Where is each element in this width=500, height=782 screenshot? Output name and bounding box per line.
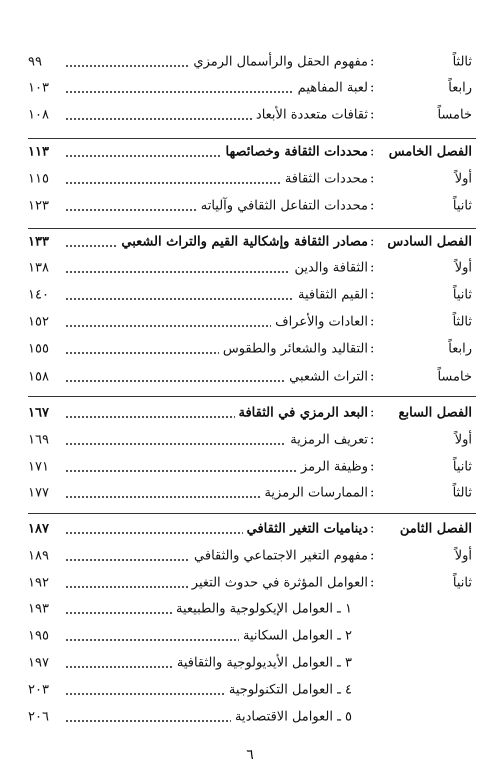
colon-separator: : <box>370 369 375 385</box>
colon-separator: : <box>370 548 375 564</box>
colon-separator: : <box>370 485 375 501</box>
entry-title: ٢ ـ العوامل السكانية <box>239 629 352 644</box>
chapter-label: الفصل الخامس <box>388 144 472 160</box>
entry-title: ٤ ـ العوامل التكنولوجية <box>225 683 352 698</box>
toc-entry-row <box>0 623 500 649</box>
entry-title: تعريف الرمزية <box>286 433 368 448</box>
entry-label: رابعاً <box>448 80 472 96</box>
colon-separator: : <box>370 260 375 276</box>
entry-title: التقاليد والشعائر والطقوس <box>219 342 368 357</box>
chapter-title: مصادر الثقافة وإشكالية القيم والتراث الشعبي <box>117 235 368 250</box>
entry-title: ١ ـ العوامل الإيكولوجية والطبيعية <box>172 602 352 617</box>
colon-separator: : <box>370 521 375 537</box>
entry-title: الممارسات الرمزية <box>260 486 368 501</box>
toc-entry-row <box>0 255 500 281</box>
entry-page-number: ١٩٥ <box>28 629 53 644</box>
toc-entry-row <box>0 193 500 219</box>
toc-entry-row <box>0 282 500 308</box>
entry-title: مفهوم التغير الاجتماعي والثقافي <box>190 549 368 564</box>
chapter-label: الفصل السابع <box>398 405 472 421</box>
entry-label: رابعاً <box>448 341 472 357</box>
entry-page-number: ١٥٥ <box>28 342 53 357</box>
colon-separator: : <box>370 575 375 591</box>
entry-title: التراث الشعبي <box>285 370 368 385</box>
entry-title: العوامل المؤثرة في حدوث التغير <box>188 576 368 591</box>
colon-separator: : <box>370 234 375 250</box>
entry-title: ٥ ـ العوامل الاقتصادية <box>231 710 352 725</box>
toc-entry-row <box>0 454 500 480</box>
toc-entry-row <box>0 596 500 622</box>
entry-page-number: ١٥٨ <box>28 370 53 385</box>
colon-separator: : <box>370 171 375 187</box>
colon-separator: : <box>370 107 375 123</box>
entry-label: ثانياً <box>452 575 472 591</box>
entry-title: ٣ ـ العوامل الأيديولوجية والثقافية <box>173 656 352 671</box>
section-divider <box>28 513 476 514</box>
colon-separator: : <box>370 287 375 303</box>
entry-title: مفهوم الحقل والرأسمال الرمزي <box>189 55 368 70</box>
entry-label: ثانياً <box>452 459 472 475</box>
entry-label: أولاً <box>454 548 472 564</box>
entry-page-number: ١٤٠ <box>28 288 53 303</box>
entry-title: الثقافة والدين <box>290 261 368 276</box>
toc-chapter-row <box>0 229 500 255</box>
chapter-label: الفصل السادس <box>387 234 472 250</box>
toc-entry-row <box>0 336 500 362</box>
entry-title: وظيفة الرمز <box>297 460 368 475</box>
entry-page-number: ١٣٣ <box>28 235 53 250</box>
toc-entry-row <box>0 427 500 453</box>
section-divider <box>28 396 476 397</box>
toc-entry-row <box>0 543 500 569</box>
entry-page-number: ١٨٧ <box>28 522 53 537</box>
chapter-title: البعد الرمزي في الثقافة <box>235 406 369 421</box>
entry-page-number: ١٩٧ <box>28 656 53 671</box>
entry-label: أولاً <box>454 260 472 276</box>
entry-page-number: ٢٠٦ <box>28 710 53 725</box>
colon-separator: : <box>370 80 375 96</box>
toc-entry-row <box>0 570 500 596</box>
entry-page-number: ١٥٢ <box>28 315 53 330</box>
entry-title: ثقافات متعددة الأبعاد <box>252 108 368 123</box>
toc-entry-row <box>0 102 500 128</box>
entry-page-number: ١٠٣ <box>28 81 53 96</box>
toc-chapter-row <box>0 139 500 165</box>
section-divider <box>28 138 476 139</box>
colon-separator: : <box>370 405 375 421</box>
entry-page-number: ١٨٩ <box>28 549 53 564</box>
toc-entry-row <box>0 309 500 335</box>
toc-entry-row <box>0 704 500 730</box>
colon-separator: : <box>370 54 375 70</box>
colon-separator: : <box>370 432 375 448</box>
entry-page-number: ١٠٨ <box>28 108 53 123</box>
entry-label: ثانياً <box>452 198 472 214</box>
colon-separator: : <box>370 459 375 475</box>
entry-title: محددات الثقافة <box>281 172 368 187</box>
entry-page-number: ١٦٩ <box>28 433 53 448</box>
entry-title: محددات التفاعل الثقافي وآلياته <box>197 199 368 214</box>
entry-label: ثانياً <box>452 287 472 303</box>
entry-label: خامساً <box>437 369 472 385</box>
entry-page-number: ١٢٣ <box>28 199 53 214</box>
entry-page-number: ١٩٢ <box>28 576 53 591</box>
entry-title: القيم الثقافية <box>294 288 368 303</box>
entry-label: ثالثاً <box>452 485 472 501</box>
entry-title: لعبة المفاهيم <box>294 81 368 96</box>
toc-entry-row <box>0 480 500 506</box>
colon-separator: : <box>370 341 375 357</box>
toc-entry-row <box>0 677 500 703</box>
entry-page-number: ١١٥ <box>28 172 53 187</box>
entry-label: خامساً <box>437 107 472 123</box>
entry-label: ثالثاً <box>452 54 472 70</box>
chapter-label: الفصل الثامن <box>399 521 472 537</box>
entry-label: ثالثاً <box>452 314 472 330</box>
entry-page-number: ٢٠٣ <box>28 683 53 698</box>
page-number: ٦ <box>246 747 254 763</box>
section-divider <box>28 228 476 229</box>
colon-separator: : <box>370 198 375 214</box>
entry-page-number: ١٣٨ <box>28 261 53 276</box>
colon-separator: : <box>370 144 375 160</box>
chapter-title: محددات الثقافة وخصائصها <box>222 145 368 160</box>
toc-chapter-row <box>0 400 500 426</box>
entry-label: أولاً <box>454 171 472 187</box>
entry-page-number: ٩٩ <box>28 55 46 70</box>
toc-entry-row <box>0 49 500 75</box>
toc-entry-row <box>0 75 500 101</box>
toc-entry-row <box>0 166 500 192</box>
toc-entry-row <box>0 650 500 676</box>
entry-title: العادات والأعراف <box>271 315 368 330</box>
entry-page-number: ١٩٣ <box>28 602 53 617</box>
entry-page-number: ١٧١ <box>28 460 53 475</box>
entry-page-number: ١١٣ <box>28 145 53 160</box>
entry-label: أولاً <box>454 432 472 448</box>
colon-separator: : <box>370 314 375 330</box>
toc-entry-row <box>0 364 500 390</box>
chapter-title: ديناميات التغير الثقافي <box>243 522 368 537</box>
entry-page-number: ١٦٧ <box>28 406 53 421</box>
entry-page-number: ١٧٧ <box>28 486 53 501</box>
toc-chapter-row <box>0 516 500 542</box>
